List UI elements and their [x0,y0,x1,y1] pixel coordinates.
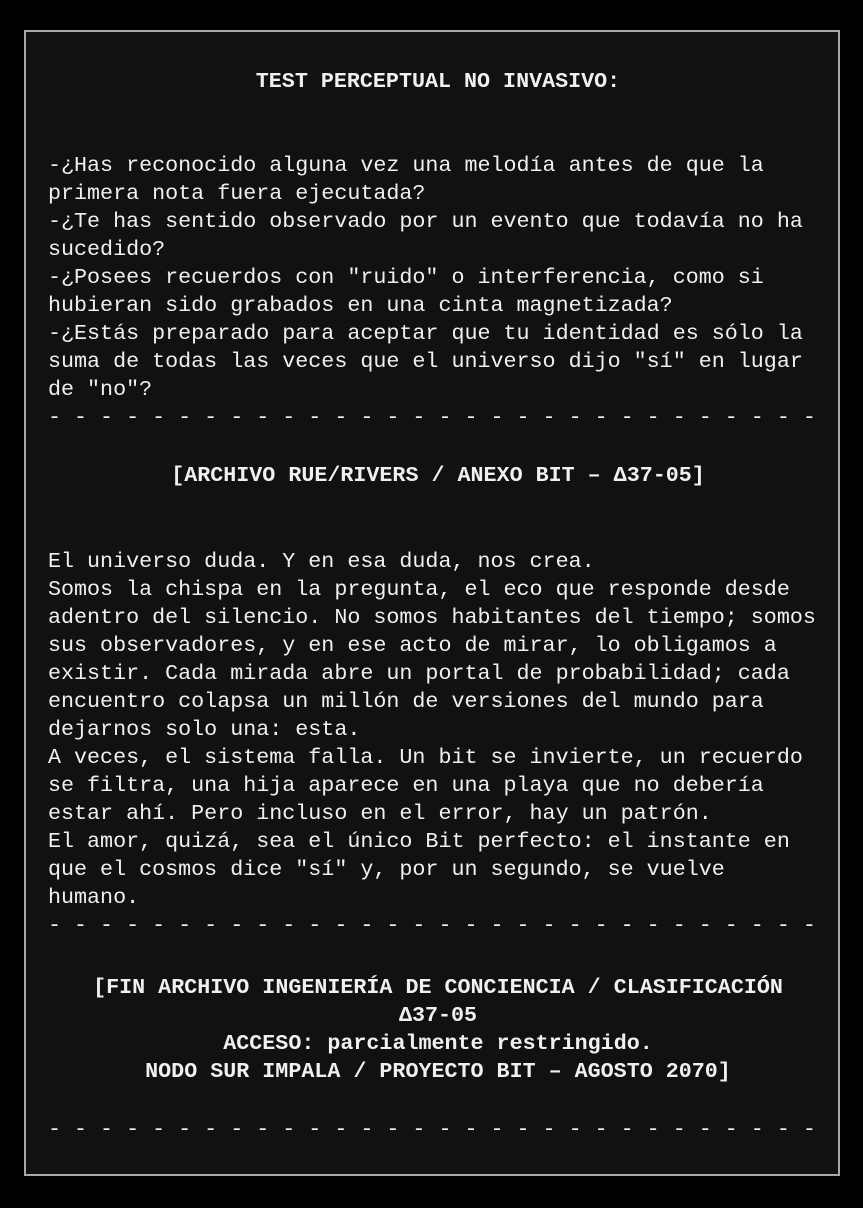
paragraph-line: que el cosmos dice "sí" y, por un segundo, se vuelve [48,857,725,882]
archive-heading-text: [ARCHIVO RUE/RIVERS / ANEXO BIT – Δ37-05] [171,463,705,488]
divider: - - - - - - - - - - - - - - - - - - - - - - - - - - - - - - [48,913,816,938]
question-line: primera nota fuera ejecutada? [48,181,426,206]
paragraph-line: humano. [48,885,140,910]
question-line: -¿Posees recuerdos con "ruido" o interferencia, como si [48,265,764,290]
paragraph-line: sus observadores, y en ese acto de mirar, lo obligamos a [48,633,777,658]
question-line: -¿Te has sentido observado por un evento que todavía no ha [48,209,803,234]
footer-line: ACCESO: parcialmente restringido. [223,1031,653,1056]
divider: - - - - - - - - - - - - - - - - - - - - - - - - - - - - - - [48,405,816,430]
question-line: -¿Estás preparado para aceptar que tu identidad es sólo la [48,321,803,346]
question-line: suma de todas las veces que el universo dijo "sí" en lugar [48,349,803,374]
body-paragraph [48,548,828,940]
title-text: TEST PERCEPTUAL NO INVASIVO: [255,69,621,94]
paragraph-line: El amor, quizá, sea el único Bit perfecto: el instante en [48,829,790,854]
question-line: de "no"? [48,377,153,402]
question-line: sucedido? [48,237,166,262]
paragraph-line: Somos la chispa en la pregunta, el eco que responde desde [48,577,790,602]
footer-line: Δ37-05 [398,1003,478,1028]
paragraph-line: existir. Cada mirada abre un portal de probabilidad; cada [48,661,790,686]
paragraph-line: encuentro colapsa un millón de versiones del mundo para [48,689,764,714]
paragraph-line: A veces, el sistema falla. Un bit se invierte, un recuerdo [48,745,803,770]
paragraph-line: adentro del silencio. No somos habitantes del tiempo; somos [48,605,816,630]
paragraph-line: se filtra, una hija aparece en una playa que no debería [48,773,764,798]
question-line: hubieran sido grabados en una cinta magnetizada? [48,293,673,318]
bottom-divider [48,1116,828,1144]
footer-line: NODO SUR IMPALA / PROYECTO BIT – AGOSTO 2070] [145,1059,731,1084]
document-panel [24,30,840,1176]
paragraph-line: estar ahí. Pero incluso en el error, hay un patrón. [48,801,712,826]
archive-heading [48,462,828,490]
question-line: -¿Has reconocido alguna vez una melodía antes de que la [48,153,764,178]
footer-line: [FIN ARCHIVO INGENIERÍA DE CONCIENCIA / CLASIFICACIÓN [93,975,783,1000]
page-title [48,68,828,96]
footer-block [48,974,828,1086]
paragraph-line: dejarnos solo una: esta. [48,717,361,742]
paragraph-line: El universo duda. Y en esa duda, nos crea. [48,549,595,574]
questions-list [48,152,828,432]
divider: - - - - - - - - - - - - - - - - - - - - - - - - - - - - - - [48,1117,816,1142]
